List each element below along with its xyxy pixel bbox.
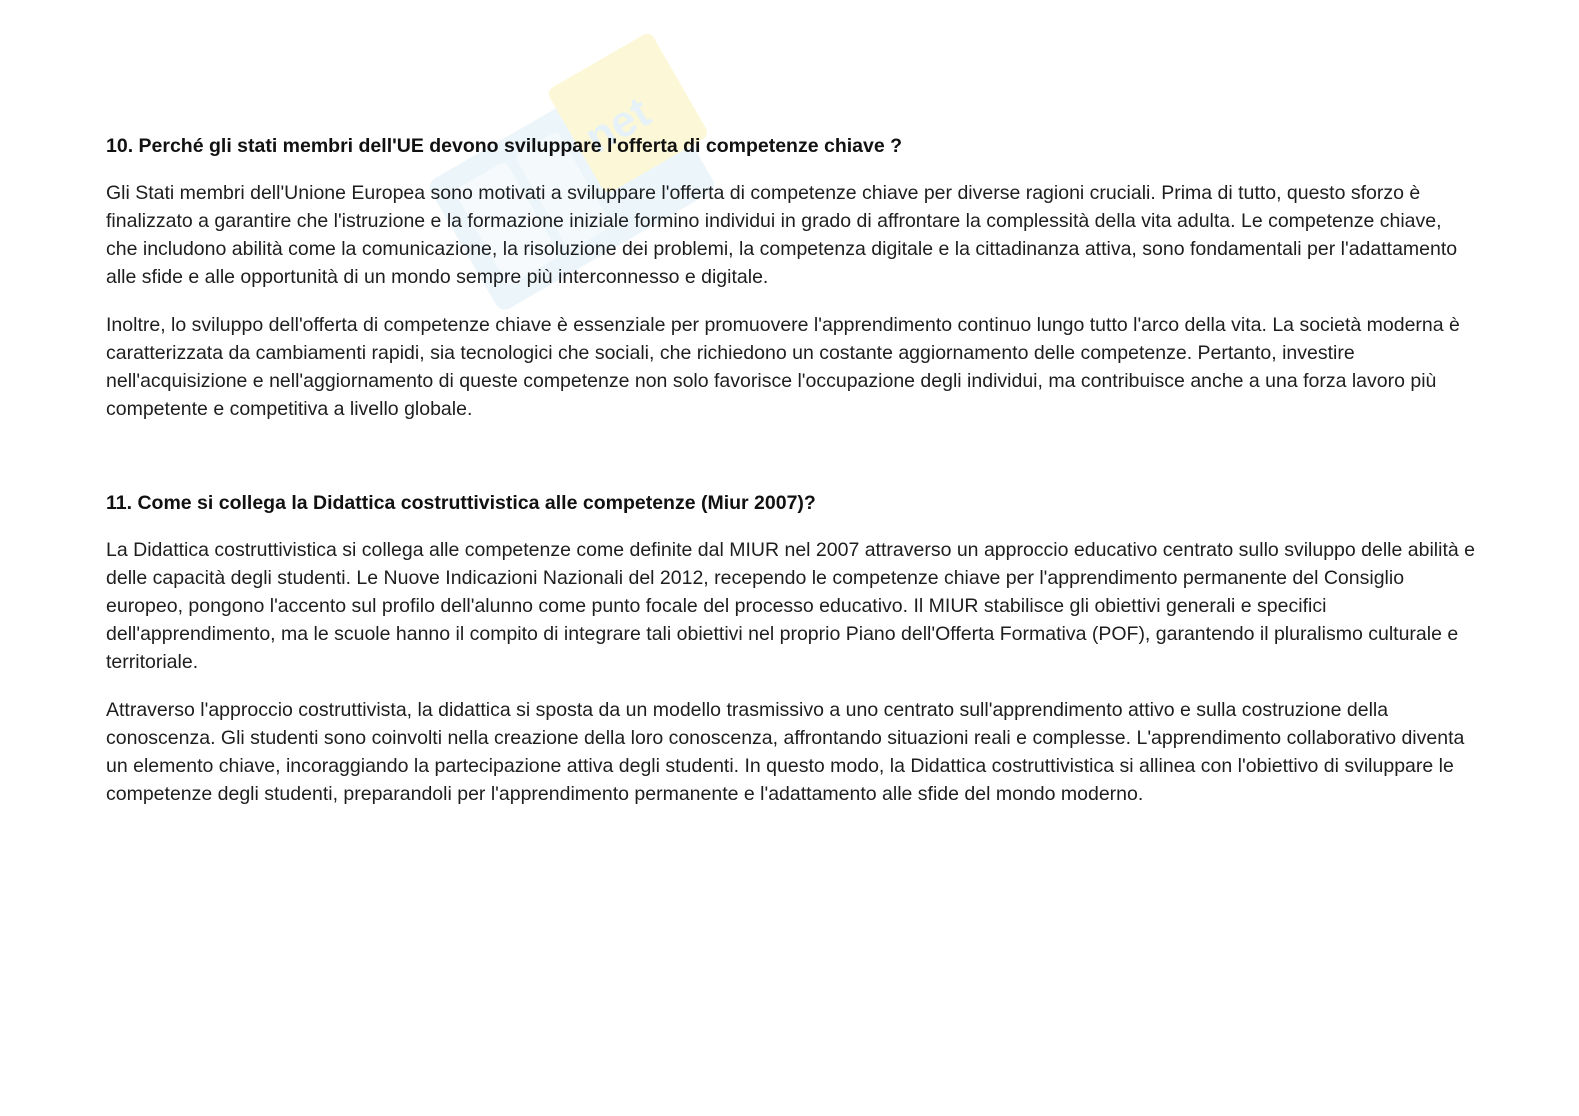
answer-paragraph: Inoltre, lo sviluppo dell'offerta di competenze chiave è essenziale per promuovere l'apprendimento continuo lungo tutto l'arco della vita. La società moderna è caratterizzata da cambiamenti rapidi, sia tecnologici che sociali, che richiedono un costante aggiornamento delle competenze. Pertanto, investire nell'acquisizione e nell'aggiornamento di queste competenze non solo favorisce l'occupazione degli individui, ma contribuisce anche a una forza lavoro più competente e competitiva a livello globale. bbox=[106, 314, 1460, 420]
question-title-10: 10. Perché gli stati membri dell'UE devono sviluppare l'offerta di competenze chiave ? bbox=[106, 135, 903, 157]
document-body bbox=[106, 132, 1476, 828]
answer-paragraph: Attraverso l'approccio costruttivista, la didattica si sposta da un modello trasmissivo a uno centrato sull'apprendimento attivo e sulla costruzione della conoscenza. Gli studenti sono coinvolti nella creazione della loro conoscenza, affrontando situazioni reali e complesse. L'apprendimento collaborativo diventa un elemento chiave, incoraggiando la partecipazione attiva degli studenti. In questo modo, la Didattica costruttivistica si allinea con l'obiettivo di sviluppare le competenze degli studenti, preparandoli per l'apprendimento permanente e l'adattamento alle sfide del mondo moderno. bbox=[106, 699, 1465, 805]
question-section-11 bbox=[106, 489, 1476, 808]
answer-paragraph: Gli Stati membri dell'Unione Europea sono motivati a sviluppare l'offerta di competenze chiave per diverse ragioni cruciali. Prima di tutto, questo sforzo è finalizzato a garantire che l'istruzione e la formazione iniziale formino individui in grado di affrontare la complessità della vita adulta. Le competenze chiave, che includono abilità come la comunicazione, la risoluzione dei problemi, la competenza digitale e la cittadinanza attiva, sono fondamentali per l'adattamento alle sfide e alle opportunità di un mondo sempre più interconnesso e digitale. bbox=[106, 182, 1458, 288]
question-section-10 bbox=[106, 132, 1476, 423]
question-title-11: 11. Come si collega la Didattica costruttivistica alle competenze (Miur 2007)? bbox=[106, 492, 816, 514]
answer-paragraph: La Didattica costruttivistica si collega alle competenze come definite dal MIUR nel 2007 attraverso un approccio educativo centrato sullo sviluppo delle abilità e delle capacità degli studenti. Le Nuove Indicazioni Nazionali del 2012, recependo le competenze chiave per l'apprendimento permanente del Consiglio europeo, pongono l'accento sul profilo dell'alunno come punto focale del processo educativo. Il MIUR stabilisce gli obiettivi generali e specifici dell'apprendimento, ma le scuole hanno il compito di integrare tali obiettivi nel proprio Piano dell'Offerta Formativa (POF), garantendo il pluralismo culturale e territoriale. bbox=[106, 539, 1475, 673]
section-spacer bbox=[106, 443, 1476, 489]
watermark-brand-text: net bbox=[576, 87, 659, 164]
